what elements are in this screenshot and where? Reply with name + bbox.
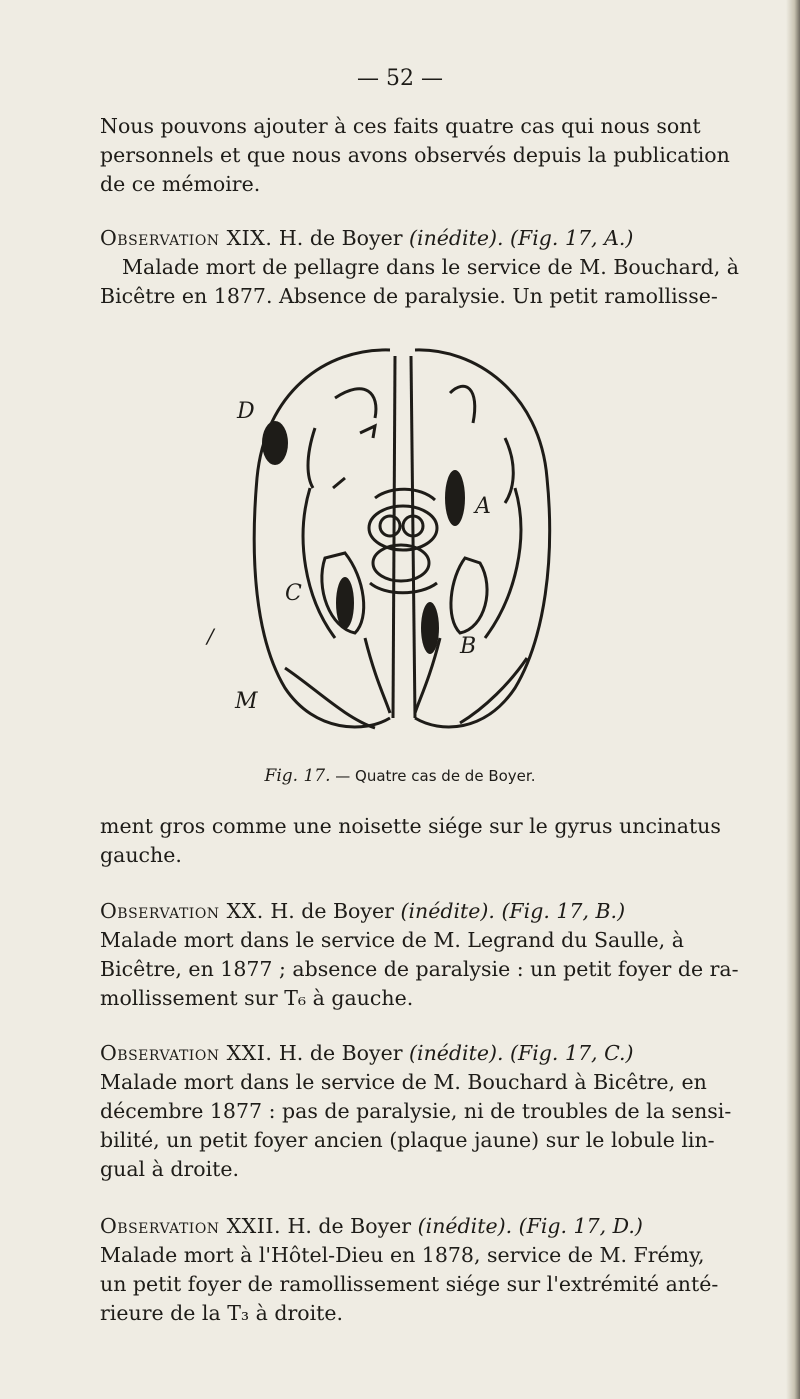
intro-line-1: Nous pouvons ajouter à ces faits quatre cas qui nous sont	[100, 114, 701, 138]
obs21-line-3: décembre 1877 : pas de paralysie, ni de troubles de la sensi-	[100, 1099, 732, 1123]
obs22-fig-ref: (Fig. 17, D.)	[518, 1214, 643, 1238]
lesion-b	[421, 602, 439, 654]
intro-line-2: personnels et que nous avons observés depuis la publication	[100, 143, 730, 167]
obs22-heading-line	[100, 1212, 740, 1241]
obs20-heading-line	[100, 897, 740, 926]
label-c: C	[285, 581, 302, 606]
obs21-line-4: bilité, un petit foyer ancien (plaque jaune) sur le lobule lin-	[100, 1128, 715, 1152]
page-edge-shadow	[786, 0, 800, 1399]
obs19-line-3: Bicêtre en 1877. Absence de paralysie. Un petit ramollisse-	[100, 284, 718, 308]
obs21-author: H. de Boyer	[278, 1041, 403, 1065]
obs20-status: (inédite).	[400, 899, 495, 923]
cont-line-1: ment gros comme une noisette siége sur le gyrus uncinatus	[100, 814, 721, 838]
cont-line-2: gauche.	[100, 843, 182, 867]
obs22-head: Observation XXII.	[100, 1214, 281, 1238]
obs19-heading-line	[100, 224, 740, 253]
label-b: B	[460, 634, 477, 659]
obs21-heading-line	[100, 1039, 740, 1068]
lesion-c	[336, 577, 354, 629]
lesion-a	[445, 470, 465, 526]
obs20-line-4: mollissement sur T₆ à gauche.	[100, 986, 414, 1010]
obs20-fig-ref: (Fig. 17, B.)	[501, 899, 626, 923]
label-d: D	[237, 399, 255, 424]
obs20-line-3: Bicêtre, en 1877 ; absence de paralysie : un petit foyer de ra-	[100, 957, 739, 981]
label-slash: /	[207, 624, 214, 648]
intro-line-3: de ce mémoire.	[100, 172, 261, 196]
obs22-line-2: Malade mort à l'Hôtel-Dieu en 1878, service de M. Frémy,	[100, 1243, 705, 1267]
obs21-line-2: Malade mort dans le service de M. Bouchard à Bicêtre, en	[100, 1070, 707, 1094]
obs21-line-5: gual à droite.	[100, 1157, 240, 1181]
caption-fig: Fig. 17.	[264, 766, 331, 786]
obs21-status: (inédite).	[409, 1041, 504, 1065]
obs19-author: H. de Boyer	[278, 226, 403, 250]
label-m: M	[235, 689, 258, 714]
obs21-head: Observation XXI.	[100, 1041, 273, 1065]
page-number: — 52 —	[357, 66, 443, 91]
brain-figure	[207, 338, 570, 758]
obs20-head: Observation XX.	[100, 899, 264, 923]
obs19-fig-ref: (Fig. 17, A.)	[510, 226, 634, 250]
left-hemisphere-outline	[254, 350, 390, 727]
obs19-head: Observation XIX.	[100, 226, 273, 250]
obs22-author: H. de Boyer	[287, 1214, 412, 1238]
obs21-fig-ref: (Fig. 17, C.)	[510, 1041, 634, 1065]
obs19-line-2: Malade mort de pellagre dans le service de M. Bouchard, à	[122, 255, 740, 279]
obs22-line-4: rieure de la T₃ à droite.	[100, 1301, 344, 1325]
right-hemisphere-outline	[415, 350, 550, 727]
obs22-line-3: un petit foyer de ramollissement siége sur l'extrémité anté-	[100, 1272, 719, 1296]
lesion-d	[262, 421, 288, 465]
obs22-status: (inédite).	[417, 1214, 513, 1238]
label-a: A	[475, 494, 491, 519]
obs20-author: H. de Boyer	[270, 899, 394, 923]
obs20-line-2: Malade mort dans le service de M. Legrand du Saulle, à	[100, 928, 684, 952]
obs19-status: (inédite).	[409, 226, 504, 250]
figure-caption	[0, 766, 800, 786]
caption-text: — Quatre cas de de Boyer.	[335, 767, 536, 785]
